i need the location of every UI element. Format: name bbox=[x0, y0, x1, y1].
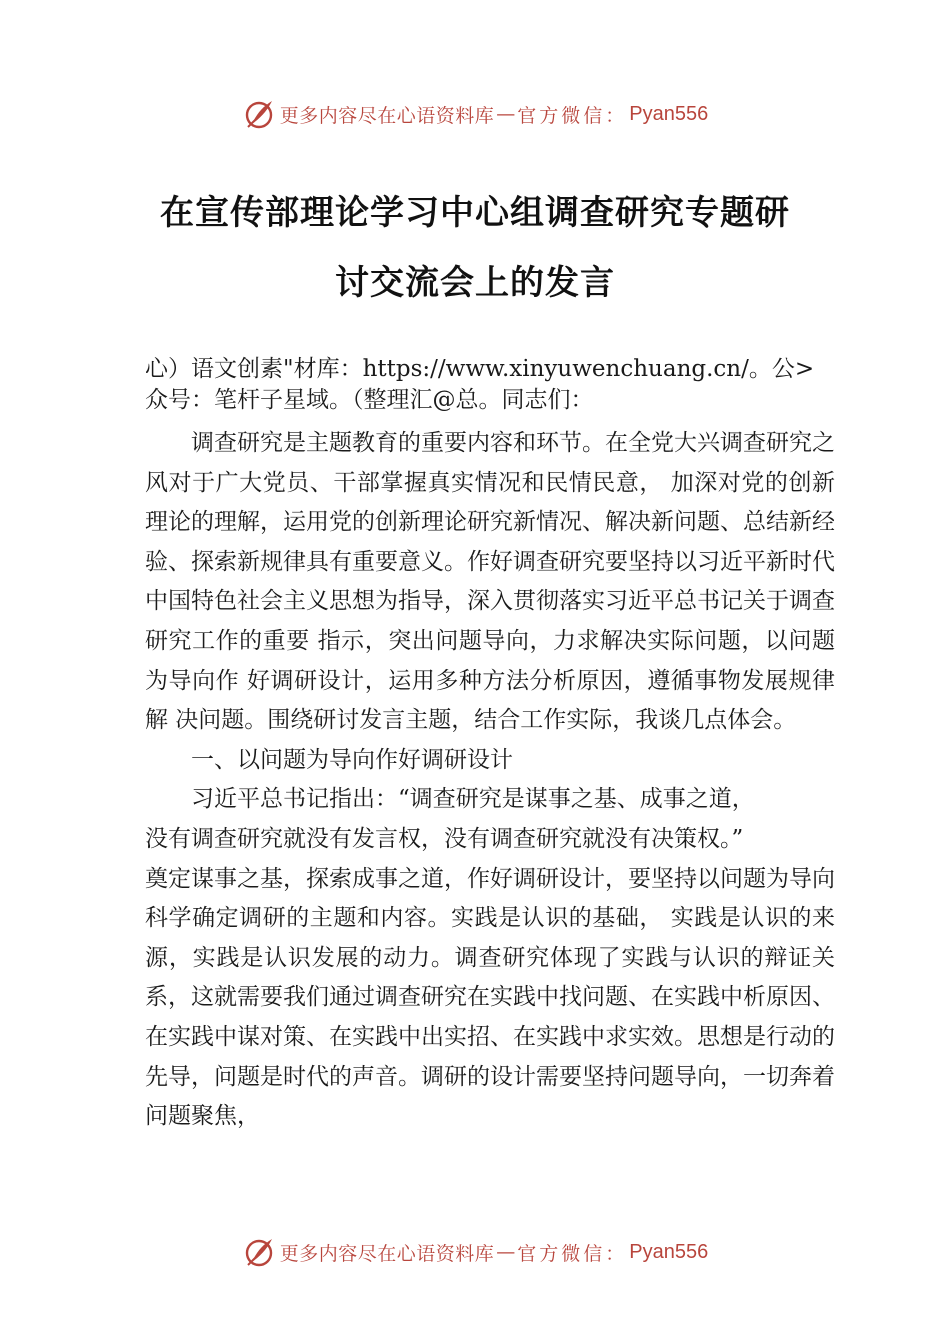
paragraph-quote-line-1: 习近平总书记指出：“调查研究是谋事之基、成事之道， bbox=[191, 786, 755, 813]
preface-line-2: 众号：笔杆子星域。（整理汇@总。同志们： bbox=[145, 387, 594, 413]
footer-banner bbox=[0, 1232, 950, 1272]
document-title bbox=[100, 178, 850, 318]
banner-dash: — bbox=[496, 103, 516, 125]
preface-line-1: 心）语文创素"材库：https://www.xinyuwenchuang.cn/。公> bbox=[145, 356, 815, 382]
title-line-1: 在宣传部理论学习中心组调查研究专题研 bbox=[160, 193, 790, 233]
banner-label: 官方微信： bbox=[517, 1242, 628, 1265]
banner-wechat-id: Pyan556 bbox=[629, 102, 709, 125]
banner-label: 官方微信： bbox=[517, 104, 628, 127]
section-heading-1: 一、以问题为导向作好调研设计 bbox=[191, 746, 513, 773]
paragraph-intro: 调查研究是主题教育的重要内容和环节。在全党大兴调查研究之风对于广大党员、干部掌握真实情况和民情民意， 加深对党的创新理论的理解，运用党的创新理论研究新情况、解决新问题、总结新经验、探索新规律具有重要意义。作好调查研究要坚持以习近平新时代中国特色社会主义思想为指导，深入贯彻落实习近平总书记关于调查研究工作的重要 指示，突出问题导向，力求解决实际问题，以问题为导向作 好调研设计，运用多种方法分析原因，遵循事物发展规律解 决问题。围绕研讨发言主题，结合工作实际，我谈几点体会。 bbox=[145, 430, 835, 734]
title-line-2: 讨交流会上的发言 bbox=[335, 263, 615, 303]
header-banner bbox=[0, 94, 950, 134]
banner-brand: 更多内容尽在心语资料库 bbox=[279, 104, 495, 127]
paragraph-practice: 奠定谋事之基，探索成事之道，作好调研设计，要坚持以问题为导向科学确定调研的主题和内容。实践是认识的基础， 实践是认识的来源，实践是认识发展的动力。调查研究体现了实践与认识的辩证关系，这就需要我们通过调查研究在实践中找问题、在实践中析原因、在实践中谋对策、在实践中出实招、在实践中求实效。思想是行动的先导，问题是时代的声音。调研的设计需要坚持问题导向，一切奔着问题聚焦， bbox=[145, 865, 835, 1130]
banner-wechat-id: Pyan556 bbox=[629, 1240, 709, 1263]
banner-brand: 更多内容尽在心语资料库 bbox=[279, 1242, 495, 1265]
feather-quill-icon bbox=[242, 1235, 276, 1269]
banner-dash: — bbox=[496, 1241, 516, 1263]
document-body bbox=[145, 354, 835, 1137]
paragraph-quote-line-2: 没有调查研究就没有发言权，没有调查研究就没有决策权。” bbox=[145, 825, 744, 852]
feather-quill-icon bbox=[242, 97, 276, 131]
